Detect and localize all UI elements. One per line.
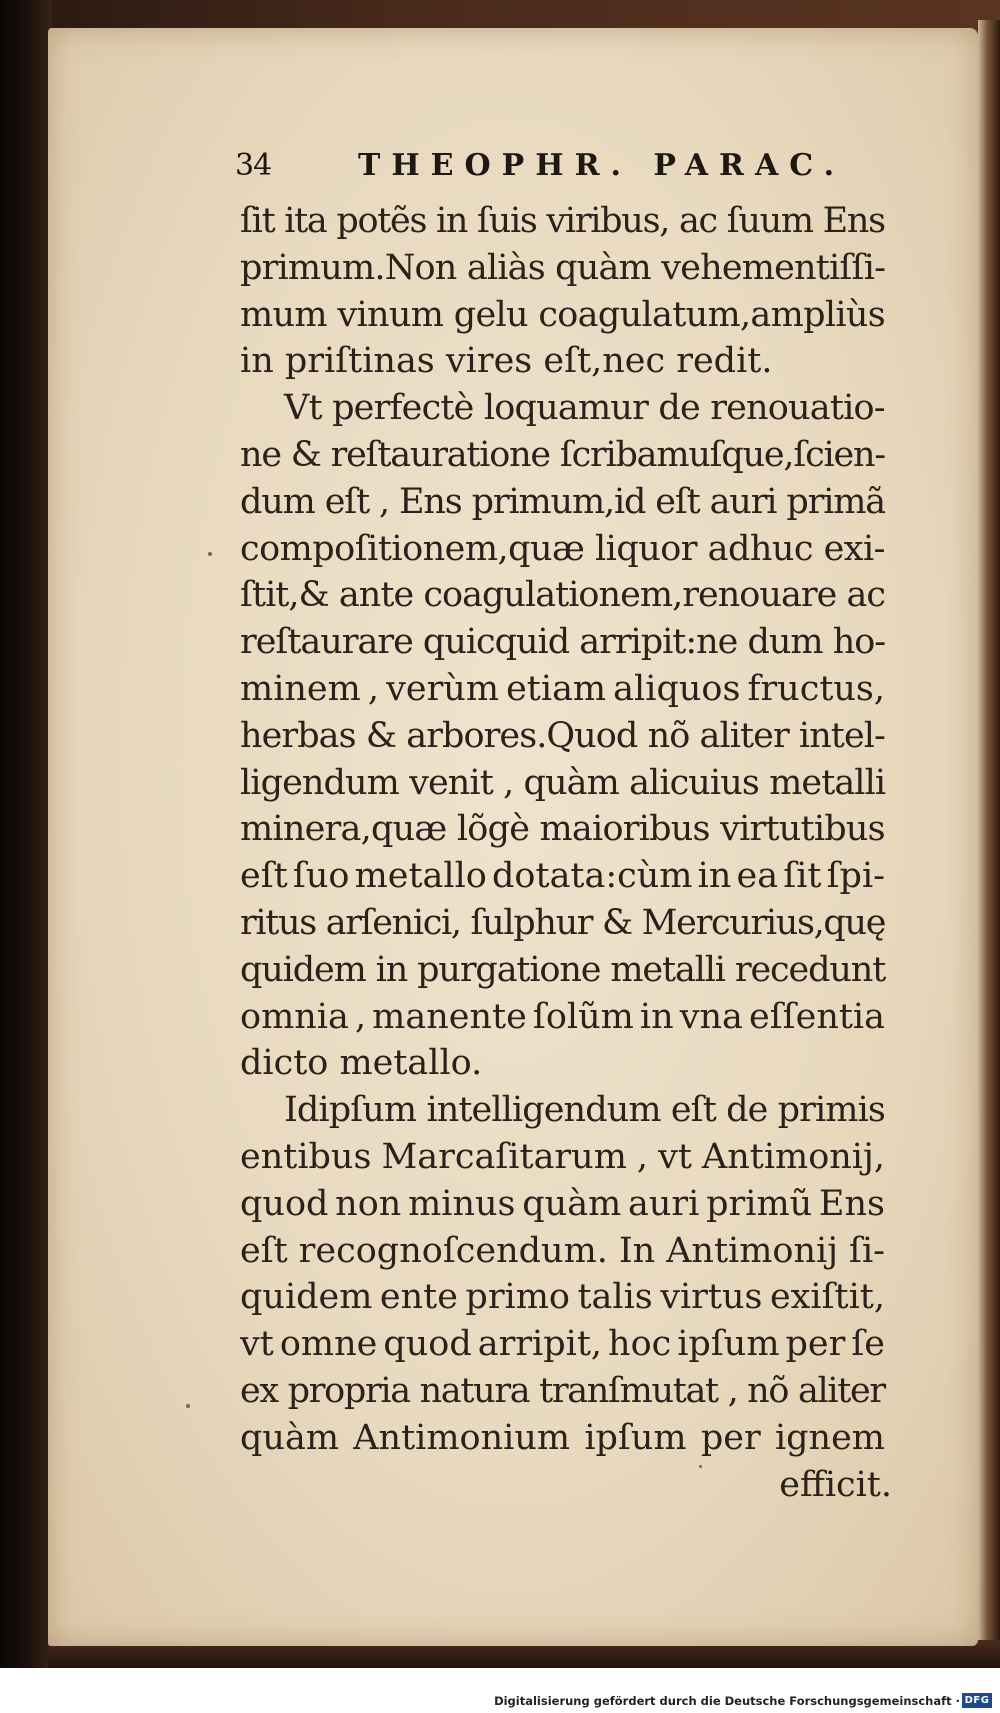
page-edge	[978, 20, 1000, 1660]
text-line: quidem in purgatione metalli recedunt	[240, 949, 886, 990]
funding-credit: Digitalisierung gefördert durch die Deutsche Forschungsgemeinschaft ·	[494, 1694, 960, 1708]
body-text	[240, 198, 940, 1508]
text-line: ſtit,& ante coagulationem,renouare ac	[240, 575, 886, 616]
text-line: quidem ente primo talis virtus exiſtit,	[240, 1277, 885, 1318]
text-line: minera,quæ lõgè maioribus virtutibus	[240, 809, 885, 850]
text-line: dicto metallo.	[240, 1043, 483, 1084]
text-line: omnia , manente ſolũm in vna eſſentia	[240, 996, 885, 1037]
paper-speck	[699, 1465, 702, 1468]
text-line: ligendum venit , quàm alicuius metalli	[240, 762, 886, 803]
page-header	[235, 148, 885, 188]
text-line: quàm Antimonium ipſum per ignem	[240, 1417, 885, 1458]
text-line: ritus arſenici, ſulphur & Mercurius,quę	[240, 902, 886, 943]
text-line: quod non minus quàm auri primũ Ens	[240, 1183, 885, 1224]
running-head: THEOPHR. PARAC.	[358, 148, 846, 183]
catchword: efficit.	[779, 1464, 892, 1505]
text-line: eſt ſuo metallo dotata:cùm in ea ſit ſpi-	[240, 856, 885, 897]
paragraph-start-line: Idipſum intelligendum eſt de primis	[284, 1090, 885, 1131]
text-line: minem , verùm etiam aliquos fructus,	[240, 668, 886, 709]
text-line: compoſitionem,quæ liquor adhuc exi-	[240, 528, 885, 569]
book-spine	[0, 0, 52, 1668]
paragraph-start-line: Vt perfectè loquamur de renouatio-	[284, 388, 885, 429]
page-number: 34	[235, 148, 272, 183]
text-line: vt omne quod arripit, hoc ipſum per ſe	[240, 1324, 885, 1365]
dfg-logo: DFG	[962, 1693, 992, 1708]
text-line: mum vinum gelu coagulatum,ampliùs	[240, 294, 886, 335]
text-line: ſit ita potẽs in ſuis viribus, ac ſuum Ens	[240, 201, 885, 241]
text-line: dum eſt , Ens primum,id eſt auri primã	[240, 481, 886, 522]
paper-speck	[208, 552, 212, 556]
text-line: primum.Non aliàs quàm vehementiſſi-	[240, 247, 886, 288]
text-line: herbas & arbores.Quod nõ aliter intel-	[240, 715, 885, 756]
paper-speck	[186, 1404, 190, 1408]
text-line: in priſtinas vires eſt,nec redit.	[240, 341, 773, 382]
text-line: eſt recognoſcendum. In Antimonij ſi-	[240, 1230, 885, 1271]
text-line: entibus Marcaſitarum , vt Antimonij,	[240, 1136, 885, 1177]
text-line: ne & reſtauratione ſcribamuſque,ſcien-	[240, 434, 885, 475]
text-line: reſtaurare quicquid arripit:ne dum ho-	[240, 622, 886, 663]
text-line: ex propria natura tranſmutat , nõ aliter	[240, 1370, 885, 1411]
